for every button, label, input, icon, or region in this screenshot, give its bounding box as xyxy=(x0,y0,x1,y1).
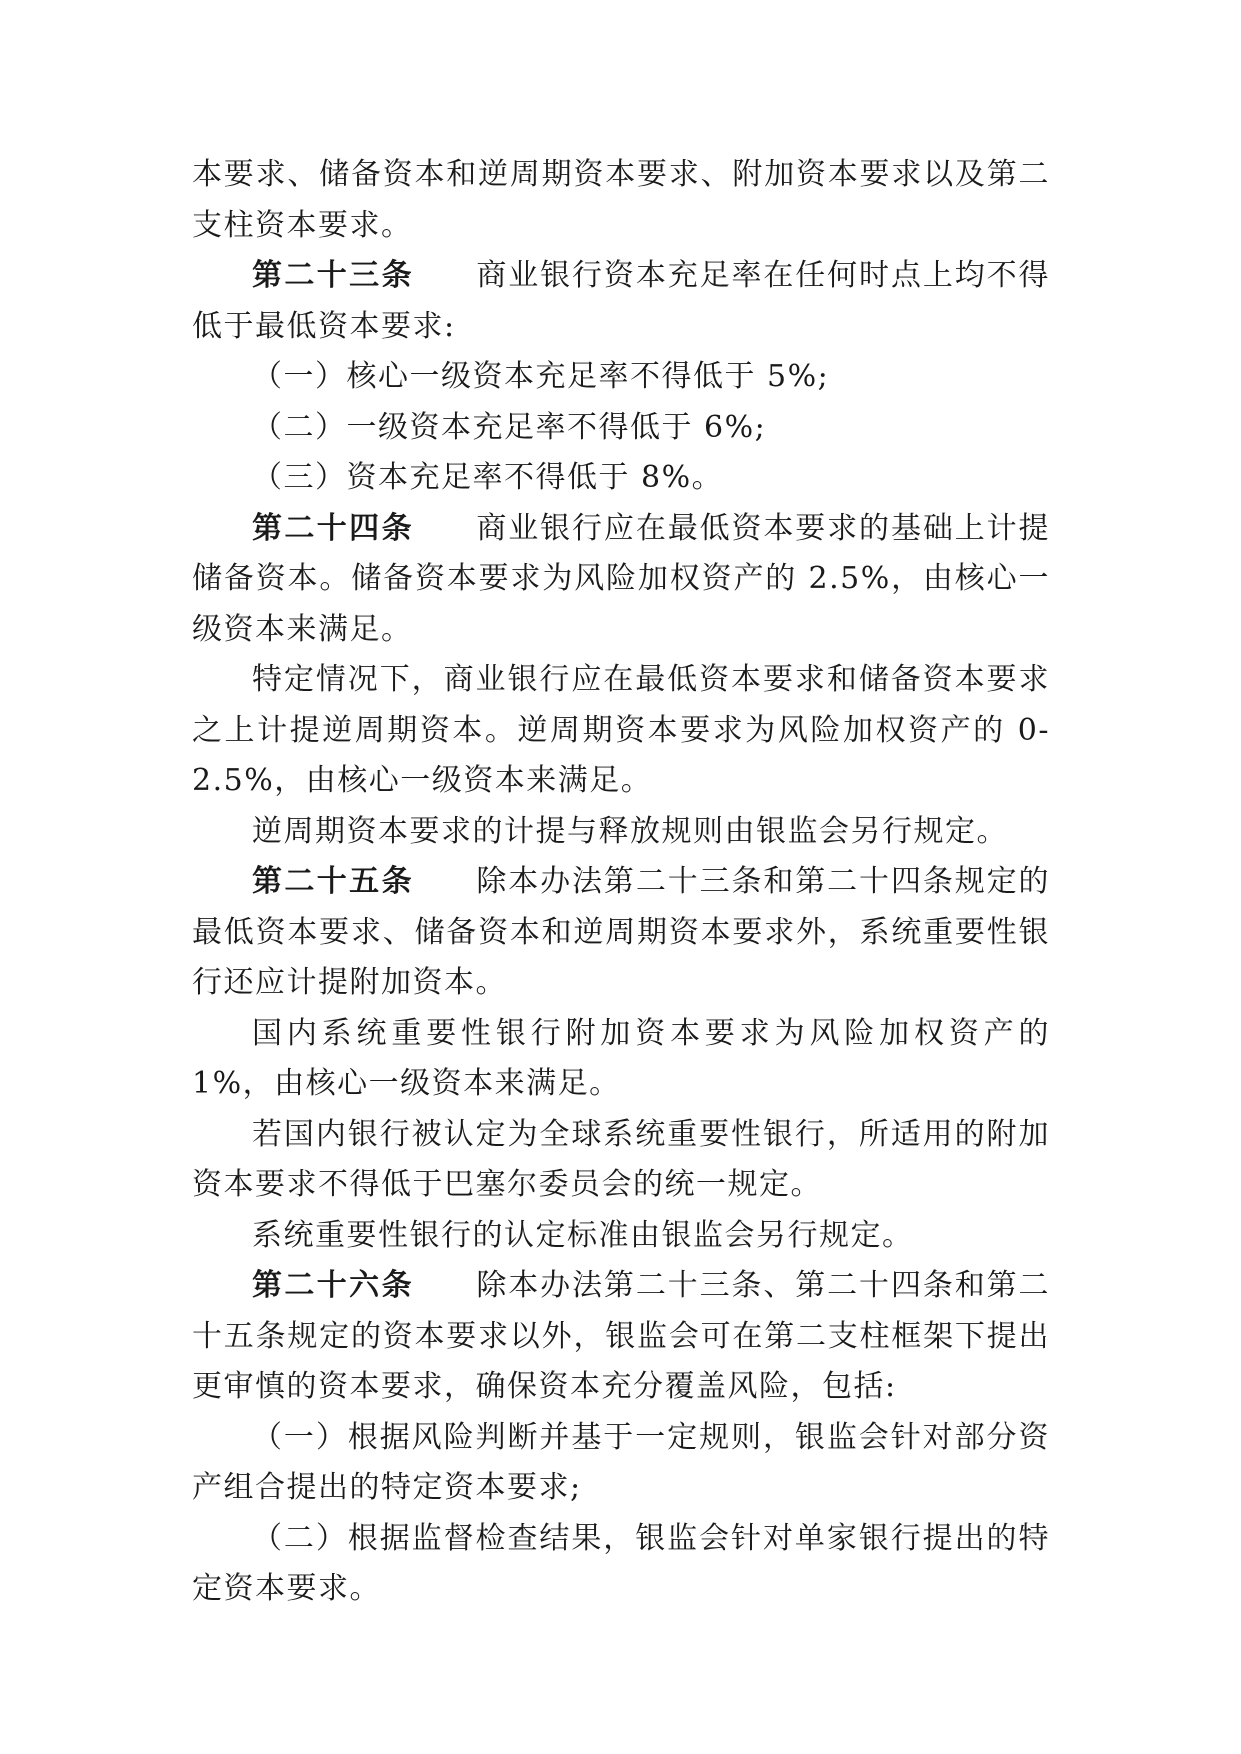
article-23 xyxy=(192,251,1050,352)
article-24-heading: 第二十四条 xyxy=(252,510,414,546)
article-26 xyxy=(192,1261,1050,1413)
article-25-text: 除本办法第二十三条和第二十四条规定的最低资本要求、储备资本和逆周期资本要求外，系统重要性银行还应计提附加资本。 xyxy=(192,864,1051,1000)
article-25-heading: 第二十五条 xyxy=(252,864,414,899)
article-23-item-1: （一）核心一级资本充足率不得低于 5%; xyxy=(252,359,830,394)
article-24 xyxy=(192,504,1050,656)
article-23-item-3: （三）资本充足率不得低于 8%。 xyxy=(252,460,724,495)
article-23-item-2: （二）一级资本充足率不得低于 6%; xyxy=(252,409,767,445)
article-24-para-2: 逆周期资本要求的计提与释放规则由银监会另行规定。 xyxy=(252,813,1008,849)
document-body xyxy=(192,150,1050,1615)
article-26-text: 除本办法第二十三条、第二十四条和第二十五条规定的资本要求以外，银监会可在第二支柱框架下提出更审慎的资本要求，确保资本充分覆盖风险，包括: xyxy=(192,1268,1051,1404)
article-23-heading: 第二十三条 xyxy=(252,258,414,293)
article-26-heading: 第二十六条 xyxy=(252,1268,414,1303)
article-24-text: 商业银行应在最低资本要求的基础上计提储备资本。储备资本要求为风险加权资产的 2.5%，由核心一级资本来满足。 xyxy=(192,510,1051,647)
article-25-para-1: 国内系统重要性银行附加资本要求为风险加权资产的 1%，由核心一级资本来满足。 xyxy=(192,1015,1050,1101)
article-25 xyxy=(192,857,1050,1009)
article-26-item-1: （一）根据风险判断并基于一定规则，银监会针对部分资产组合提出的特定资本要求; xyxy=(192,1419,1050,1505)
article-24-para-1: 特定情况下，商业银行应在最低资本要求和储备资本要求之上计提逆周期资本。逆周期资本要求为风险加权资产的 0-2.5%，由核心一级资本来满足。 xyxy=(192,662,1050,798)
article-23-text: 商业银行资本充足率在任何时点上均不得低于最低资本要求: xyxy=(192,258,1051,344)
article-26-item-2: （二）根据监督检查结果，银监会针对单家银行提出的特定资本要求。 xyxy=(192,1520,1050,1606)
paragraph-continuation: 本要求、储备资本和逆周期资本要求、附加资本要求以及第二支柱资本要求。 xyxy=(192,157,1050,243)
article-25-para-3: 系统重要性银行的认定标准由银监会另行规定。 xyxy=(252,1217,914,1253)
article-25-para-2: 若国内银行被认定为全球系统重要性银行，所适用的附加资本要求不得低于巴塞尔委员会的统一规定。 xyxy=(192,1116,1050,1202)
